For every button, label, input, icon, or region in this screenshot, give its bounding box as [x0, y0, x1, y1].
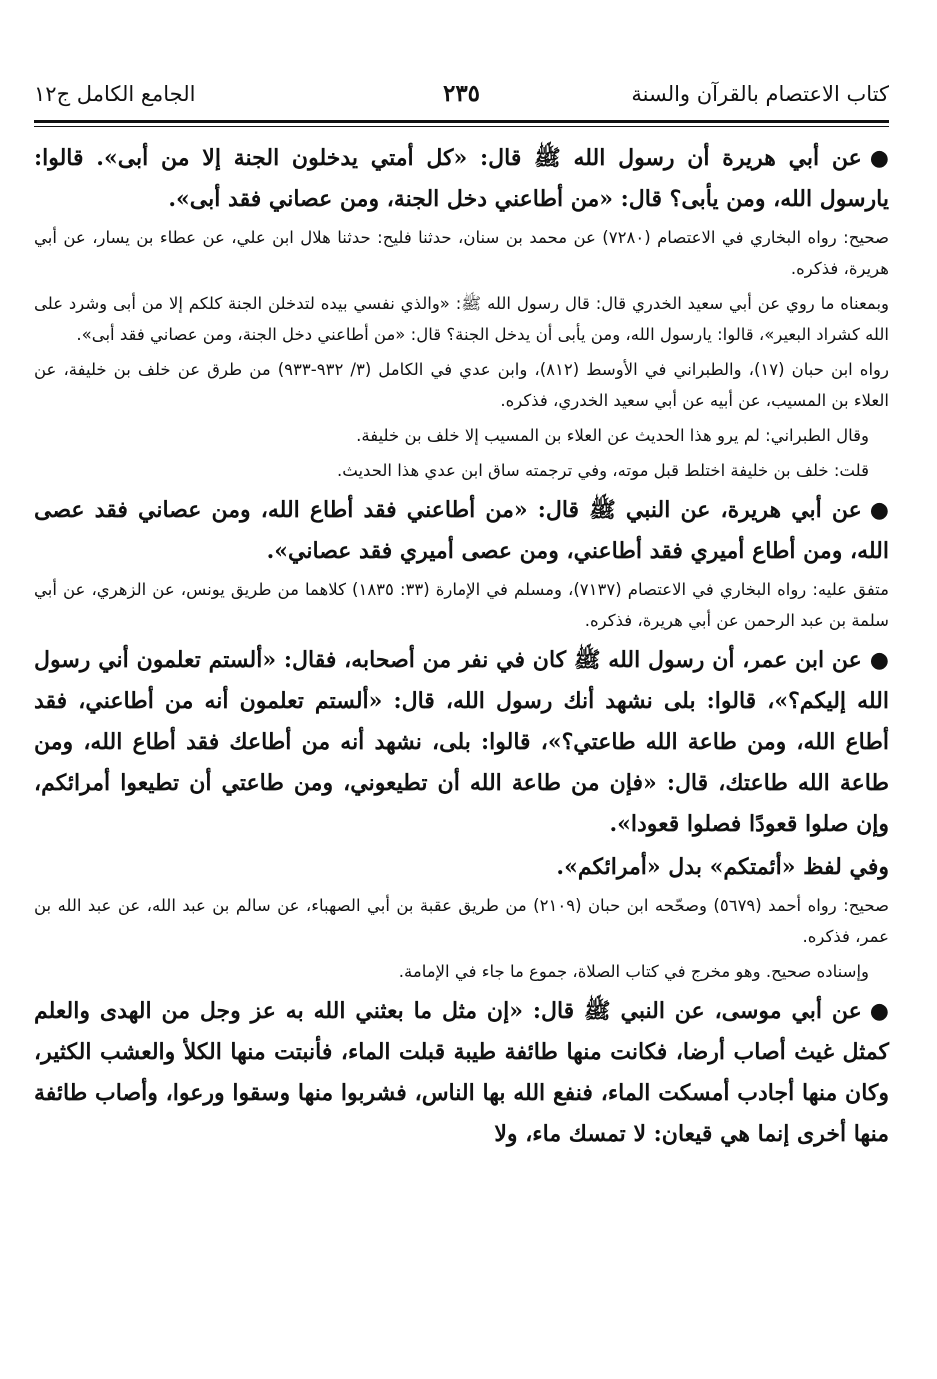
takhrij-note: وقال الطبراني: لم يرو هذا الحديث عن العلاء بن المسيب إلا خلف بن خليفة. [356, 426, 869, 445]
hadith-paragraph [34, 640, 889, 845]
page-body [34, 138, 889, 1157]
takhrij-note: صحيح: رواه أحمد (٥٦٧٩) وصحّحه ابن حبان (٢١٠٩) من طريق عقبة بن أبي الصهباء، عن سالم بن عبد الله، عن عبد الله بن عمر، فذكره. [34, 896, 890, 946]
page-header [34, 80, 889, 114]
takhrij-note: وبمعناه ما روي عن أبي سعيد الخدري قال: قال رسول الله ﷺ: «والذي نفسي بيده لتدخلن الجنة كلكم إلا من أبى وشرد على الله كشراد البعير»، قالوا: يارسول الله، ومن يأبى أن يدخل الجنة؟ قال: «من أطاعني دخل الجنة، ومن عصاني فقد أبى». [34, 294, 889, 344]
header-rule-thick [34, 120, 889, 123]
page-number: ٢٣٥ [442, 80, 481, 107]
takhrij-note: وإسناده صحيح. وهو مخرج في كتاب الصلاة، جموع ما جاء في الإمامة. [398, 962, 869, 981]
hadith-text: عن أبي موسى، عن النبي ﷺ قال: «إن مثل ما بعثني الله به عز وجل من الهدى والعلم كمثل غيث أصاب أرضا، فكانت منها طائفة طيبة قبلت الماء، فأنبتت منها الكلأ والعشب الكثير، وكان منها أجادب أمسكت الماء، فنفع الله بها الناس، فشربوا منها وسقوا ورعوا، وأصاب طائفة منها أخرى إنما هي قيعان: لا تمسك ماء، ولا [34, 998, 889, 1147]
hadith-paragraph [34, 138, 889, 220]
variant-wording: وفي لفظ «أئمتكم» بدل «أمرائكم». [556, 854, 889, 880]
book-section-title: كتاب الاعتصام بالقرآن والسنة [631, 82, 889, 106]
takhrij-note: قلت: خلف بن خليفة اختلط قبل موته، وفي ترجمته ساق ابن عدي هذا الحديث. [337, 461, 869, 480]
hadith-paragraph [34, 490, 889, 572]
hadith-paragraph [34, 991, 889, 1155]
hadith-text: عن أبي هريرة أن رسول الله ﷺ قال: «كل أمتي يدخلون الجنة إلا من أبى». قالوا: يارسول الله، ومن يأبى؟ قال: «من أطاعني دخل الجنة، ومن عصاني فقد أبى». [34, 145, 889, 212]
bullet-icon: ● [869, 497, 889, 523]
book-volume-title: الجامع الكامل ج١٢ [34, 82, 196, 106]
header-rule-thin [34, 126, 889, 127]
hadith-text: عن ابن عمر، أن رسول الله ﷺ كان في نفر من أصحابه، فقال: «ألستم تعلمون أني رسول الله إليكم؟»، قالوا: بلى نشهد أنك رسول الله، قال: «ألستم تعلمون أنه من أطاعني، فقد أطاع الله، ومن طاعة الله طاعتي؟»، قالوا: بلى، نشهد أنه من أطاعك فقد أطاع الله، ومن طاعة الله طاعتك، قال: «فإن من طاعة الله أن تطيعوني، ومن طاعتي أن تطيعوا أمرائكم، وإن صلوا قعودًا فصلوا قعودا». [34, 647, 889, 837]
bullet-icon: ● [869, 998, 889, 1024]
takhrij-note: رواه ابن حبان (١٧)، والطبراني في الأوسط (٨١٢)، وابن عدي في الكامل (٣/ ٩٣٢-٩٣٣) من طرق عن خلف بن خليفة، عن العلاء بن المسيب، عن أبيه عن أبي سعيد الخدري، فذكره. [34, 360, 889, 410]
takhrij-note: متفق عليه: رواه البخاري في الاعتصام (٧١٣٧)، ومسلم في الإمارة (٣٣: ١٨٣٥) كلاهما من طريق يونس، عن الزهري، عن أبي سلمة بن عبد الرحمن عن أبي هريرة، فذكره. [34, 580, 889, 630]
bullet-icon: ● [869, 647, 889, 673]
takhrij-note: صحيح: رواه البخاري في الاعتصام (٧٢٨٠) عن محمد بن سنان، حدثنا فليح: حدثنا هلال ابن علي، عن عطاء بن يسار، عن أبي هريرة، فذكره. [34, 228, 889, 278]
bullet-icon: ● [869, 145, 889, 171]
hadith-text: عن أبي هريرة، عن النبي ﷺ قال: «من أطاعني فقد أطاع الله، ومن عصاني فقد عصى الله، ومن أطاع أميري فقد أطاعني، ومن عصى أميري فقد عصاني». [34, 497, 889, 564]
